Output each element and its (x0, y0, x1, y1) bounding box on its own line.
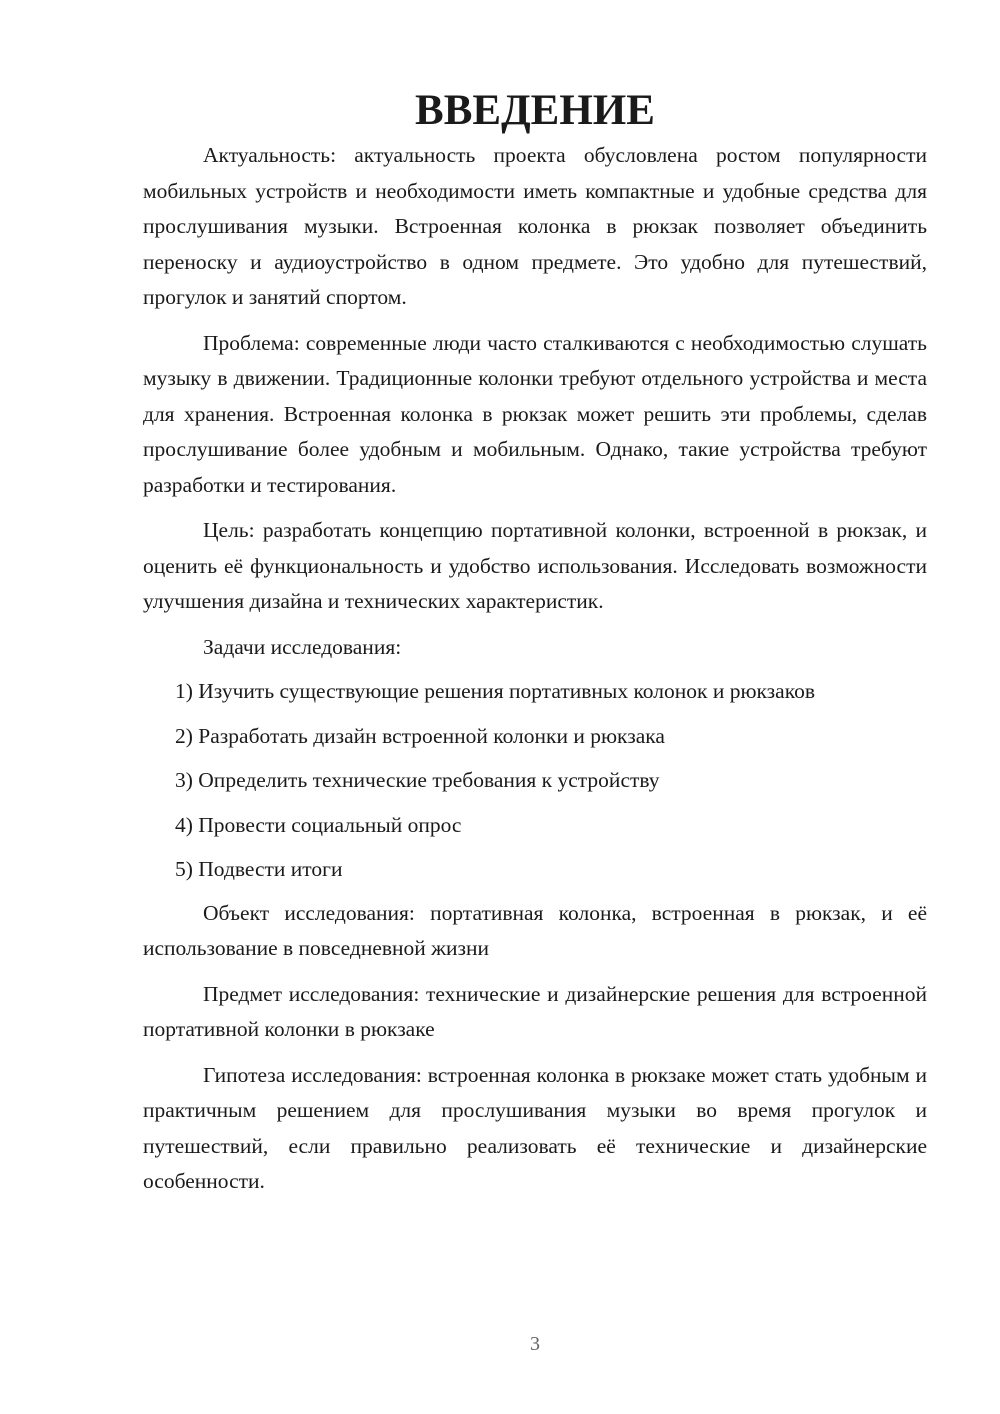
paragraph-relevance: Актуальность: актуальность проекта обусловлена ростом популярности мобильных устройств и необходимости иметь компактные и удобные средства для прослушивания музыки. Встроенная колонка в рюкзак позволяет объединить переноску и аудиоустройство в одном предмете. Это удобно для путешествий, прогулок и занятий спортом. (143, 143, 927, 309)
section-title: ВВЕДЕНИЕ (415, 87, 655, 134)
paragraph-problem: Проблема: современные люди часто сталкиваются с необходимостью слушать музыку в движении. Традиционные колонки требуют отдельного устройства и места для хранения. Встроенная колонка в рюкзак может решить эти проблемы, сделав прослушивание более удобным и мобильным. Однако, такие устройства требуют разработки и тестирования. (143, 330, 927, 497)
list-item: 4) Провести социальный опрос (175, 812, 462, 837)
paragraph-object: Объект исследования: портативная колонка, встроенная в рюкзак, и её использование в повседневной жизни (143, 900, 927, 960)
list-item: 2) Разработать дизайн встроенной колонки и рюкзака (175, 723, 665, 748)
tasks-list (143, 674, 927, 888)
paragraph-hypothesis: Гипотеза исследования: встроенная колонка в рюкзаке может стать удобным и практичным решением для прослушивания музыки во время прогулок и путешествий, если правильно реализовать её технические и дизайнерские особенности. (143, 1062, 927, 1193)
page-content (143, 87, 927, 1200)
list-item: 5) Подвести итоги (175, 857, 343, 881)
tasks-heading: Задачи исследования: (203, 634, 402, 659)
page-number: 3 (530, 1333, 540, 1355)
list-item: 1) Изучить существующие решения портативных колонок и рюкзаков (175, 679, 815, 703)
paragraph-goal: Цель: разработать концепцию портативной колонки, встроенной в рюкзак, и оценить её функциональность и удобство использования. Исследовать возможности улучшения дизайна и технических характеристик. (143, 518, 927, 613)
paragraph-subject: Предмет исследования: технические и дизайнерские решения для встроенной портативной колонки в рюкзаке (143, 981, 927, 1041)
list-item: 3) Определить технические требования к устройству (175, 768, 660, 792)
